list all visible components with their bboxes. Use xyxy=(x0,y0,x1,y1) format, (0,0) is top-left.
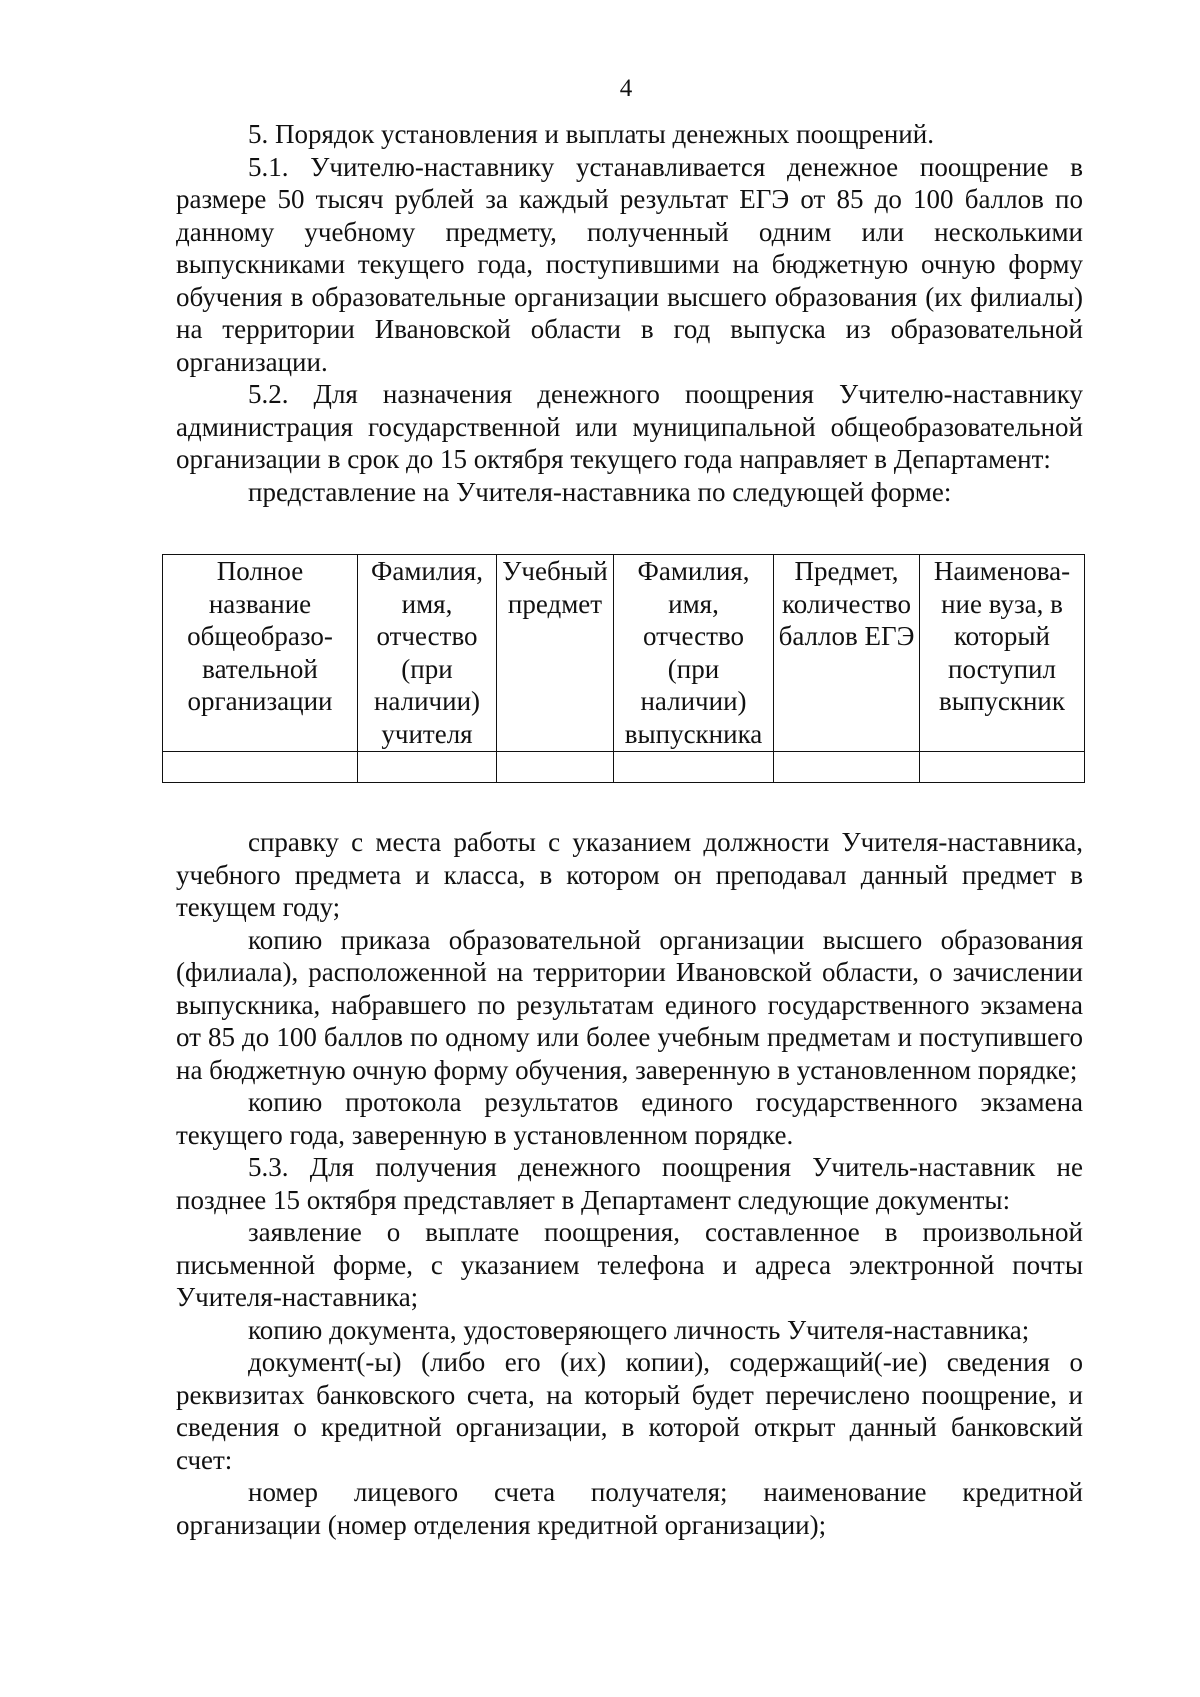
page-number: 4 xyxy=(619,75,633,102)
list-item: справку с места работы с указанием должности Учителя-наставника, учебного предмета и класса, в котором он преподавал данный предмет в текущем году; xyxy=(176,827,1083,922)
table-header-cell: Учебный предмет xyxy=(497,555,614,752)
table-header-row xyxy=(163,555,1085,752)
table-cell xyxy=(497,752,614,783)
form-intro: представление на Учителя-наставника по следующей форме: xyxy=(248,476,952,507)
table-header-cell: Предмет, количество баллов ЕГЭ xyxy=(774,555,920,752)
form-table xyxy=(162,554,1085,783)
table-cell xyxy=(614,752,774,783)
list-item: копию документа, удостоверяющего личность Учителя-наставника; xyxy=(248,1314,1030,1345)
table-cell xyxy=(774,752,920,783)
table-header-cell: Фамилия, имя, отчество (при наличии) учителя xyxy=(358,555,497,752)
table-cell xyxy=(163,752,358,783)
paragraph-5-1: 5.1. Учителю-наставнику устанавливается денежное поощрение в размере 50 тысяч рублей за каждый результат ЕГЭ от 85 до 100 баллов по данному учебному предмету, полученный одним или несколькими выпускниками текущего года, поступившими на бюджетную очную форму обучения в образовательные организации высшего образования (их филиалы) на территории Ивановской области в год выпуска из образовательной организации. xyxy=(176,151,1083,377)
section-heading: 5. Порядок установления и выплаты денежных поощрений. xyxy=(248,119,934,149)
table-header-cell: Фамилия, имя, отчество (при наличии) выпускника xyxy=(614,555,774,752)
list-item: копию протокола результатов единого государственного экзамена текущего года, заверенную в установленном порядке. xyxy=(176,1087,1083,1150)
text-block-bottom xyxy=(176,826,1083,1541)
list-item: заявление о выплате поощрения, составленное в произвольной письменной форме, с указанием телефона и адреса электронной почты Учителя-наставника; xyxy=(176,1217,1083,1312)
table-cell xyxy=(920,752,1085,783)
table-row xyxy=(163,752,1085,783)
list-item: документ(-ы) (либо его (их) копии), содержащий(-ие) сведения о реквизитах банковского счета, на который будет перечислено поощрение, и сведения о кредитной организации, в которой открыт данный банковский счет: xyxy=(176,1347,1083,1475)
list-item: номер лицевого счета получателя; наименование кредитной организации (номер отделения кредитной организации); xyxy=(176,1477,1083,1540)
list-item: копию приказа образовательной организации высшего образования (филиала), расположенной на территории Ивановской области, о зачислении выпускника, набравшего по результатам единого государственного экзамена от 85 до 100 баллов по одному или более учебным предметам и поступившего на бюджетную очную форму обучения, заверенную в установленном порядке; xyxy=(176,924,1083,1085)
text-block-top xyxy=(176,118,1083,508)
table-header-cell: Наименова-ние вуза, в который поступил выпускник xyxy=(920,555,1085,752)
table-header-cell: Полное название общеобразо-вательной организации xyxy=(163,555,358,752)
paragraph-5-2: 5.2. Для назначения денежного поощрения Учителю-наставнику администрация государственной или муниципальной общеобразовательной организации в срок до 15 октября текущего года направляет в Департамент: xyxy=(176,379,1083,474)
table-cell xyxy=(358,752,497,783)
paragraph-5-3: 5.3. Для получения денежного поощрения Учитель-наставник не позднее 15 октября представляет в Департамент следующие документы: xyxy=(176,1152,1083,1215)
form-table-wrap xyxy=(162,554,1084,783)
